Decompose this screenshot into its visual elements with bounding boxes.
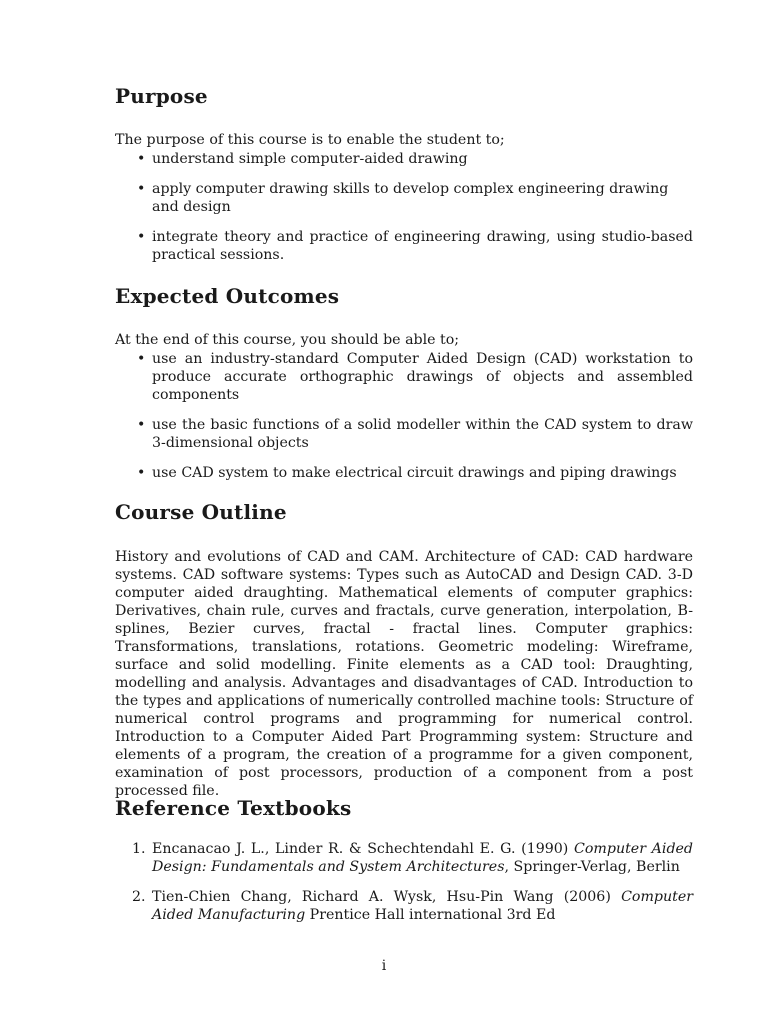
page-number: i bbox=[381, 958, 387, 974]
references-heading: Reference Textbooks bbox=[115, 796, 352, 820]
bullet-icon: • bbox=[137, 181, 146, 197]
reference-number: 2. bbox=[132, 889, 146, 905]
purpose-list bbox=[115, 150, 693, 276]
list-item: • use an industry-standard Computer Aided Design (CAD) workstation to produce accurate orthographic drawings of objects and assembled components bbox=[137, 351, 693, 403]
list-item: • use CAD system to make electrical circuit drawings and piping drawings bbox=[137, 465, 677, 481]
references-list bbox=[115, 840, 693, 936]
reference-title: Computer Aided Design: Fundamentals and System Architectures bbox=[152, 841, 693, 875]
reference-publisher: Prentice Hall international 3rd Ed bbox=[305, 907, 556, 923]
reference-number: 1. bbox=[132, 841, 146, 857]
bullet-icon: • bbox=[137, 465, 146, 481]
list-item: • apply computer drawing skills to develop complex engineering drawing and design bbox=[137, 181, 669, 215]
bullet-icon: • bbox=[137, 151, 146, 167]
reference-authors: Encanacao J. L., Linder R. & Schechtendahl E. G. (1990) bbox=[152, 841, 569, 857]
outcomes-list bbox=[115, 350, 693, 494]
bullet-icon: • bbox=[137, 417, 146, 433]
reference-title: Computer Aided Manufacturing bbox=[152, 889, 694, 923]
list-item: • understand simple computer-aided drawing bbox=[137, 151, 468, 167]
purpose-heading: Purpose bbox=[115, 84, 208, 108]
purpose-intro: The purpose of this course is to enable the student to; bbox=[115, 132, 505, 148]
bullet-icon: • bbox=[137, 229, 146, 245]
outline-heading: Course Outline bbox=[115, 500, 287, 524]
reference-authors: Tien-Chien Chang, Richard A. Wysk, Hsu-Pin Wang (2006) bbox=[152, 889, 611, 905]
list-item bbox=[115, 840, 693, 876]
outcomes-heading: Expected Outcomes bbox=[115, 284, 340, 308]
reference-publisher: , Springer-Verlag, Berlin bbox=[504, 859, 680, 875]
bullet-icon: • bbox=[137, 351, 146, 367]
list-item bbox=[115, 888, 693, 924]
outcomes-intro: At the end of this course, you should be able to; bbox=[115, 332, 460, 348]
outline-body: History and evolutions of CAD and CAM. Architecture of CAD: CAD hardware systems. CAD software systems: Types such as AutoCAD and Design CAD. 3-D computer aided draughting. Mathematical elements of computer graphics: Derivatives, chain rule, curves and fractals, curve generation, interpolation, B-splines, Bezier curves, fractal - fractal lines. Computer graphics: Transformations, translations, rotations. Geometric modeling: Wireframe, surface and solid modelling. Finite elements as a CAD tool: Draughting, modelling and analysis. Advantages and disadvantages of CAD. Introduction to the types and applications of numerically controlled machine tools: Structure of numerical control programs and programming for numerical control. Introduction to a Computer Aided Part Programming system: Structure and elements of a program, the creation of a programme for a given component, examination of post processors, production of a component from a post processed file. bbox=[115, 549, 693, 799]
list-item: • use the basic functions of a solid modeller within the CAD system to draw 3-dimensional objects bbox=[137, 417, 693, 451]
list-item: • integrate theory and practice of engineering drawing, using studio-based practical sessions. bbox=[137, 229, 693, 263]
